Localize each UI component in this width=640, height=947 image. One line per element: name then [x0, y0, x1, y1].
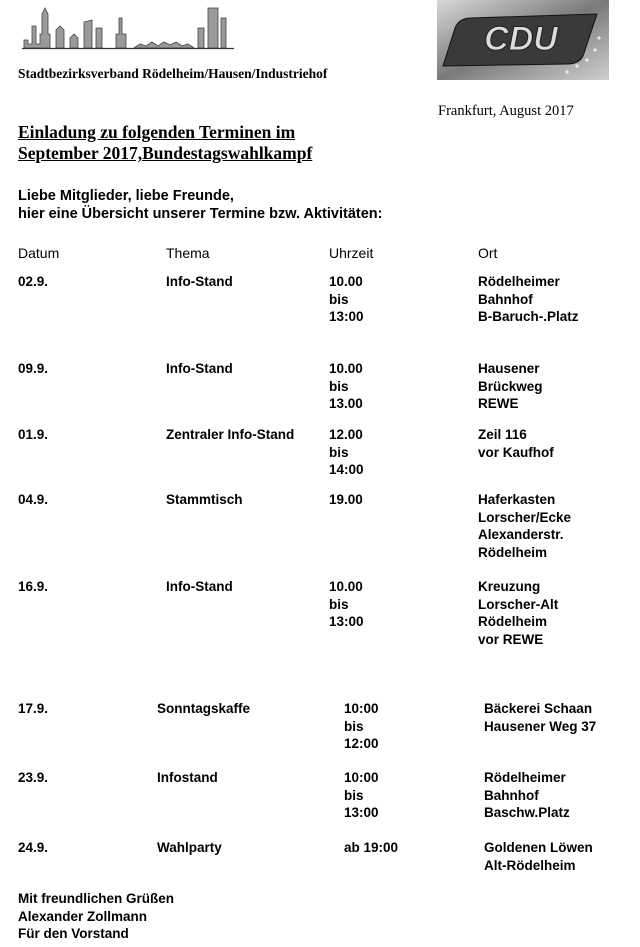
row-topic: Info-Stand	[166, 579, 233, 594]
row-topic: Info-Stand	[166, 361, 233, 376]
header-ort: Ort	[478, 245, 498, 261]
row-date: 04.9.	[18, 492, 49, 507]
row-topic: Info-Stand	[166, 274, 233, 289]
row-topic: Wahlparty	[157, 840, 222, 855]
row-time: 10.00 bis 13:00	[329, 579, 364, 630]
row-time: 10:00 bis 12:00	[344, 701, 379, 752]
row-date: 17.9.	[18, 701, 49, 716]
row-place: Zeil 116 vor Kaufhof	[478, 427, 554, 460]
place-and-date: Frankfurt, August 2017	[438, 103, 574, 119]
row-time: 10:00 bis 13:00	[344, 770, 379, 821]
row-time: 10.00 bis 13:00	[329, 274, 364, 325]
header-thema: Thema	[166, 245, 210, 261]
row-topic: Stammtisch	[166, 492, 243, 507]
header-datum: Datum	[18, 245, 60, 261]
row-place: Kreuzung Lorscher-Alt Rödelheim vor REWE	[478, 579, 559, 647]
row-time: ab 19:00	[344, 840, 399, 855]
greeting-line-2: hier eine Übersicht unserer Termine bzw. Aktivitäten:	[18, 206, 383, 222]
row-place: Hausener Brückweg REWE	[478, 361, 543, 412]
row-place: Bäckerei Schaan Hausener Weg 37	[484, 701, 597, 734]
closing-line-2: Alexander Zollmann	[18, 908, 148, 924]
row-topic: Sonntagskaffe	[157, 701, 251, 716]
row-date: 23.9.	[18, 770, 49, 785]
frankfurt-skyline-graphic	[22, 4, 234, 52]
row-place: Rödelheimer Bahnhof B-Baruch-.Platz	[478, 274, 579, 325]
document-title	[18, 122, 312, 164]
closing-signature	[18, 890, 174, 943]
row-date: 16.9.	[18, 579, 49, 594]
header-uhrzeit: Uhrzeit	[329, 245, 374, 261]
row-date: 24.9.	[18, 840, 49, 855]
row-place: Goldenen Löwen Alt-Rödelheim	[484, 840, 593, 873]
row-time: 19.00	[329, 492, 363, 507]
title-line-1: Einladung zu folgenden Terminen im	[18, 122, 296, 142]
greeting-line-1: Liebe Mitglieder, liebe Freunde,	[18, 188, 234, 204]
row-topic: Zentraler Info-Stand	[166, 427, 295, 442]
organisation-name: Stadtbezirksverband Rödelheim/Hausen/Industriehof	[18, 66, 328, 81]
row-place: Haferkasten Lorscher/Ecke Alexanderstr. Rödelheim	[478, 492, 572, 560]
closing-line-3: Für den Vorstand	[18, 926, 129, 942]
row-date: 01.9.	[18, 427, 49, 442]
title-line-2: September 2017,Bundestagswahlkampf	[18, 143, 313, 163]
row-place: Rödelheimer Bahnhof Baschw.Platz	[484, 770, 570, 821]
svg-text:CDU: CDU	[484, 20, 558, 58]
row-date: 09.9.	[18, 361, 49, 376]
greeting	[18, 187, 382, 223]
row-topic: Infostand	[157, 770, 218, 785]
cdu-logo	[437, 0, 609, 80]
row-time: 10.00 bis 13.00	[329, 361, 363, 412]
closing-line-1: Mit freundlichen Grüßen	[18, 891, 175, 906]
row-time: 12.00 bis 14:00	[329, 427, 364, 478]
row-date: 02.9.	[18, 274, 49, 289]
